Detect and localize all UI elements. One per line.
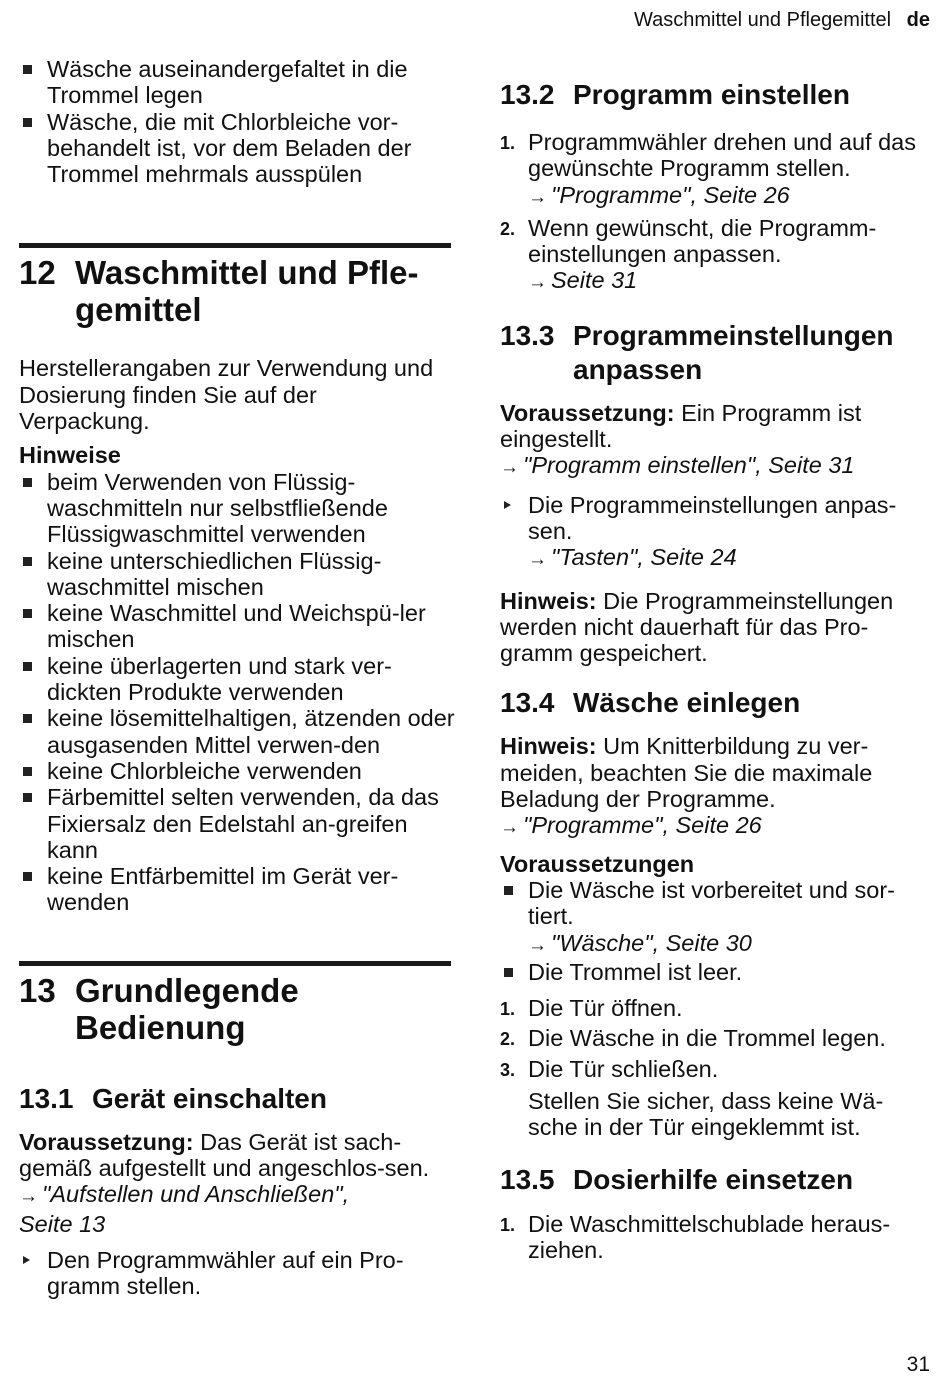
heading-text: Wäsche einlegen [573,687,801,719]
reference-text: "Aufstellen und Anschließen", [42,1181,350,1208]
section-13-4-heading [500,686,932,720]
action-step [500,492,932,574]
note-text: Die Programmeinstellungen werden nicht dauerhaft für das Pro-gramm gespeichert. [500,587,894,667]
cross-reference[interactable] [500,452,932,481]
steps-list [500,129,932,297]
note-label: Hinweis: [500,587,597,614]
running-header [634,9,930,32]
list-item: Die Trommel ist leer. [500,959,932,985]
section-12-intro: Herstellerangaben zur Verwendung und Dosierung finden Sie auf der Verpackung. [19,355,434,435]
arrow-icon: → [19,1186,38,1208]
note-text: Um Knitterbildung zu ver-meiden, beachten Sie die maximale Beladung der Programme. [500,733,873,813]
arrow-icon: → [528,186,547,208]
heading-line: gemittel [75,291,202,329]
section-13-2-heading [500,78,932,112]
reference-text: Seite 31 [551,267,638,294]
requirement-label: Voraussetzung: [500,399,675,426]
list-item: Wäsche, die mit Chlorbleiche vor-behandelt ist, vor dem Beladen der Trommel mehrmals ausspülen [19,109,457,188]
heading-line: Grundlegende [75,971,299,1009]
list-item: beim Verwenden von Flüssig-waschmitteln nur selbstfließende Flüssigwaschmittel verwenden [19,469,447,548]
cross-reference[interactable] [528,182,932,211]
arrow-icon: → [528,934,547,956]
numbered-step [500,1056,932,1082]
numbered-step [500,129,932,211]
list-item: keine unterschiedlichen Flüssig-waschmittel mischen [19,548,437,601]
step-number: 3. [500,1059,516,1080]
requirement-text: Das Gerät ist sach-gemäß aufgestellt und angeschlos-sen. [19,1128,430,1182]
arrow-icon: → [528,549,547,571]
requirement-paragraph [19,1129,439,1182]
list-item: Färbemittel selten verwenden, da das Fixiersalz den Edelstahl an-greifen kann [19,784,457,863]
heading-text: Dosierhilfe einsetzen [573,1163,854,1195]
language-code: de [906,9,930,31]
left-column [19,56,455,1300]
reference-text: "Programm einstellen", Seite 31 [523,452,855,479]
reference-text: Seite 13 [19,1210,106,1237]
numbered-step [500,995,932,1021]
heading-text: Programm einstellen [573,79,850,110]
running-header-title: Waschmittel und Pflegemittel [633,9,892,31]
cross-reference[interactable] [500,812,932,841]
cross-reference[interactable] [528,267,932,296]
heading-line: Waschmittel und Pfle- [75,254,419,292]
step-number: 1. [500,999,516,1020]
numbered-step [500,215,932,297]
page-number: 31 [906,1353,930,1376]
numbered-step [500,1025,932,1051]
step-text: Die Wäsche in die Trommel legen. [528,1025,886,1052]
notes-label: Hinweise [19,442,121,469]
cross-reference[interactable] [528,930,932,959]
section-12-heading [19,254,451,328]
step-result: Stellen Sie sicher, dass keine Wä-sche in der Tür eingeklemmt ist. [528,1088,884,1141]
list-item: keine Chlorbleiche verwenden [19,758,467,784]
reference-text: "Programme", Seite 26 [551,181,790,208]
section-number: 13.2 [500,79,555,110]
heading-line: Programmeinstellungen [573,319,894,351]
section-13-heading [19,972,451,1046]
step-number: 2. [500,218,516,239]
list-item: keine lösemittelhaltigen, ätzenden oder ausgasenden Mittel verwen-den [19,705,467,758]
steps-list [500,995,932,1082]
arrow-icon: → [500,457,519,479]
list-item: keine Entfärbemittel im Gerät ver-wenden [19,863,457,916]
step-number: 2. [500,1029,516,1050]
section-number: 12 [19,254,56,292]
step-text: Die Tür öffnen. [528,995,683,1022]
heading-line: anpassen [573,353,703,385]
cross-reference[interactable] [528,544,932,573]
notes-list [19,468,455,916]
arrow-icon: → [528,272,547,294]
section-13-3-heading [500,319,932,387]
section-number: 13.1 [19,1082,74,1114]
step-text: Wenn gewünscht, die Programm-einstellungen anpassen. [528,214,877,268]
right-column [500,56,932,1267]
list-item [500,877,932,959]
step-text: Die Waschmittelschublade heraus-ziehen. [528,1210,891,1263]
reference-text: "Tasten", Seite 24 [551,544,737,571]
section-13-5-heading [500,1163,932,1197]
heading-line: Bedienung [75,1008,246,1046]
requirement-text: Die Wäsche ist vorbereitet und sor-tiert. [528,876,896,930]
cross-reference[interactable] [19,1181,451,1237]
list-item: keine überlagerten und stark ver-dickten Produkte verwenden [19,653,457,706]
section-number: 13.5 [500,1163,555,1195]
section-number: 13.4 [500,687,555,719]
arrow-icon: → [500,817,519,839]
action-step: Den Programmwähler auf ein Pro-gramm stellen. [19,1247,447,1300]
numbered-step [500,1211,932,1264]
section-rule [19,243,451,248]
list-item: Wäsche auseinandergefaltet in die Trommel legen [19,56,467,109]
list-item: keine Waschmittel und Weichspü-ler mischen [19,600,457,653]
requirements-label: Voraussetzungen [500,850,695,877]
step-text: Die Programmeinstellungen anpas-sen. [528,491,897,544]
step-number: 1. [500,133,516,153]
requirement-label: Voraussetzung: [19,1128,194,1155]
section-rule [19,961,451,966]
requirement-paragraph [500,400,920,453]
step-number: 1. [500,1214,516,1235]
heading-text: Gerät einschalten [92,1082,327,1114]
reference-text: "Programme", Seite 26 [523,812,762,839]
note-paragraph [500,733,910,812]
step-text: Die Tür schließen. [528,1055,719,1082]
step-text: Programmwähler drehen und auf das gewünschte Programm stellen. [528,129,916,182]
section-number: 13 [19,971,56,1009]
section-13-1-heading [19,1082,451,1116]
intro-bullet-list [19,56,451,187]
note-paragraph [500,588,928,667]
requirement-text: Ein Programm ist eingestellt. [500,399,862,453]
section-number: 13.3 [500,319,555,351]
reference-text: "Wäsche", Seite 30 [551,929,752,956]
note-label: Hinweis: [500,733,597,760]
